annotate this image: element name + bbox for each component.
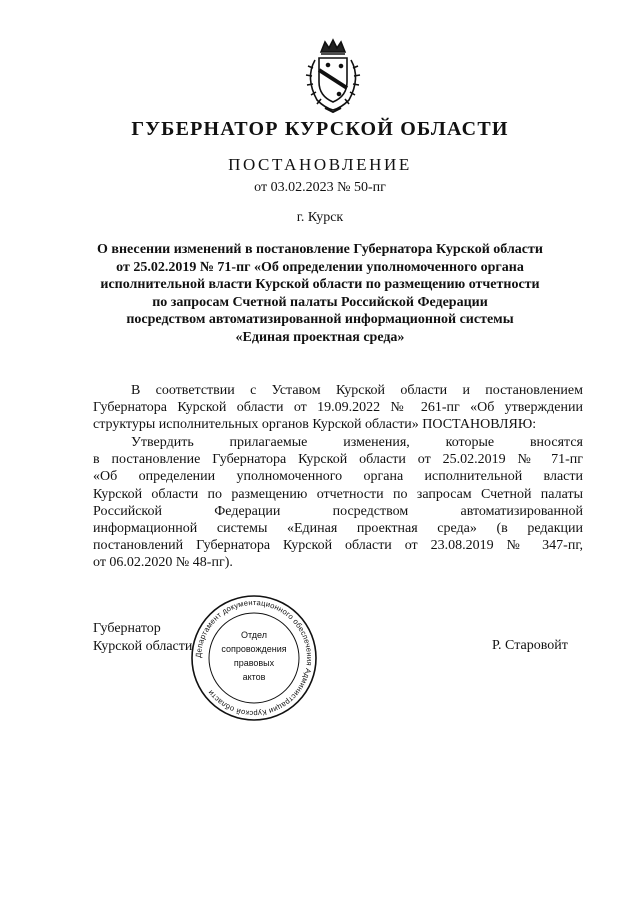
subject-line: «Единая проектная среда» — [235, 329, 405, 345]
stamp-center-line: сопровождения — [221, 644, 287, 654]
body-paragraph-1 — [93, 382, 583, 434]
body-line: «Об определении уполномоченного органа исполнительной власти — [93, 469, 583, 485]
subject-line: О внесении изменений в постановление Губернатора Курской области — [97, 242, 543, 257]
body-line: В соответствии с Уставом Курской области и постановлением — [131, 383, 583, 398]
stamp-ring-text: Департамент документационного обеспечения Администрации Курской области — [193, 597, 315, 719]
city: г. Курск — [296, 210, 344, 225]
body-line: Российской Федерации посредством автоматизированной — [93, 503, 583, 519]
body-line: Курской области по размещению отчетности по запросам Счетной палаты — [93, 486, 583, 502]
document-subject — [0, 241, 640, 347]
stamp-center-line: актов — [242, 672, 266, 682]
subject-line: по запросам Счетной палаты Российской Федерации — [152, 294, 488, 310]
body-line: от 06.02.2020 № 48-пг). — [93, 555, 233, 571]
subject-line: исполнительной власти Курской области по размещению отчетности — [100, 277, 540, 293]
body-line: структуры исполнительных органов Курской области» ПОСТАНОВЛЯЮ: — [93, 417, 537, 433]
body-line: постановлений Губернатора Курской области от 23.08.2019 № 347-пг, — [93, 538, 583, 554]
coat-of-arms-icon — [297, 38, 369, 114]
body-line: Утвердить прилагаемые изменения, которые вносятся — [131, 435, 583, 450]
subject-line: от 25.02.2019 № 71-пг «Об определении уполномоченного органа — [116, 259, 524, 275]
body-line: информационной системы «Единая проектная среда» (в редакции — [93, 521, 583, 537]
subject-line: посредством автоматизированной информационной системы — [126, 312, 514, 328]
body-line: Губернатора Курской области от 19.09.2022 № 261-пг «Об утверждении — [93, 400, 583, 416]
signer-position-line: Губернатор — [93, 621, 161, 636]
issuer-title: ГУБЕРНАТОР КУРСКОЙ ОБЛАСТИ — [131, 118, 509, 140]
signer-position-line: Курской области — [93, 638, 193, 654]
body-line: в постановление Губернатора Курской области от 25.02.2019 № 71-пг — [93, 452, 583, 468]
official-stamp — [190, 594, 318, 722]
stamp-center-line: правовых — [233, 658, 275, 668]
date-number: от 03.02.2023 № 50-пг — [254, 180, 386, 195]
document-type: ПОСТАНОВЛЕНИЕ — [228, 155, 412, 174]
stamp-center-line: Отдел — [240, 630, 268, 640]
body-paragraph-2 — [93, 434, 583, 572]
signer-position — [93, 620, 192, 655]
signer-name: Р. Старовойт — [492, 638, 568, 653]
